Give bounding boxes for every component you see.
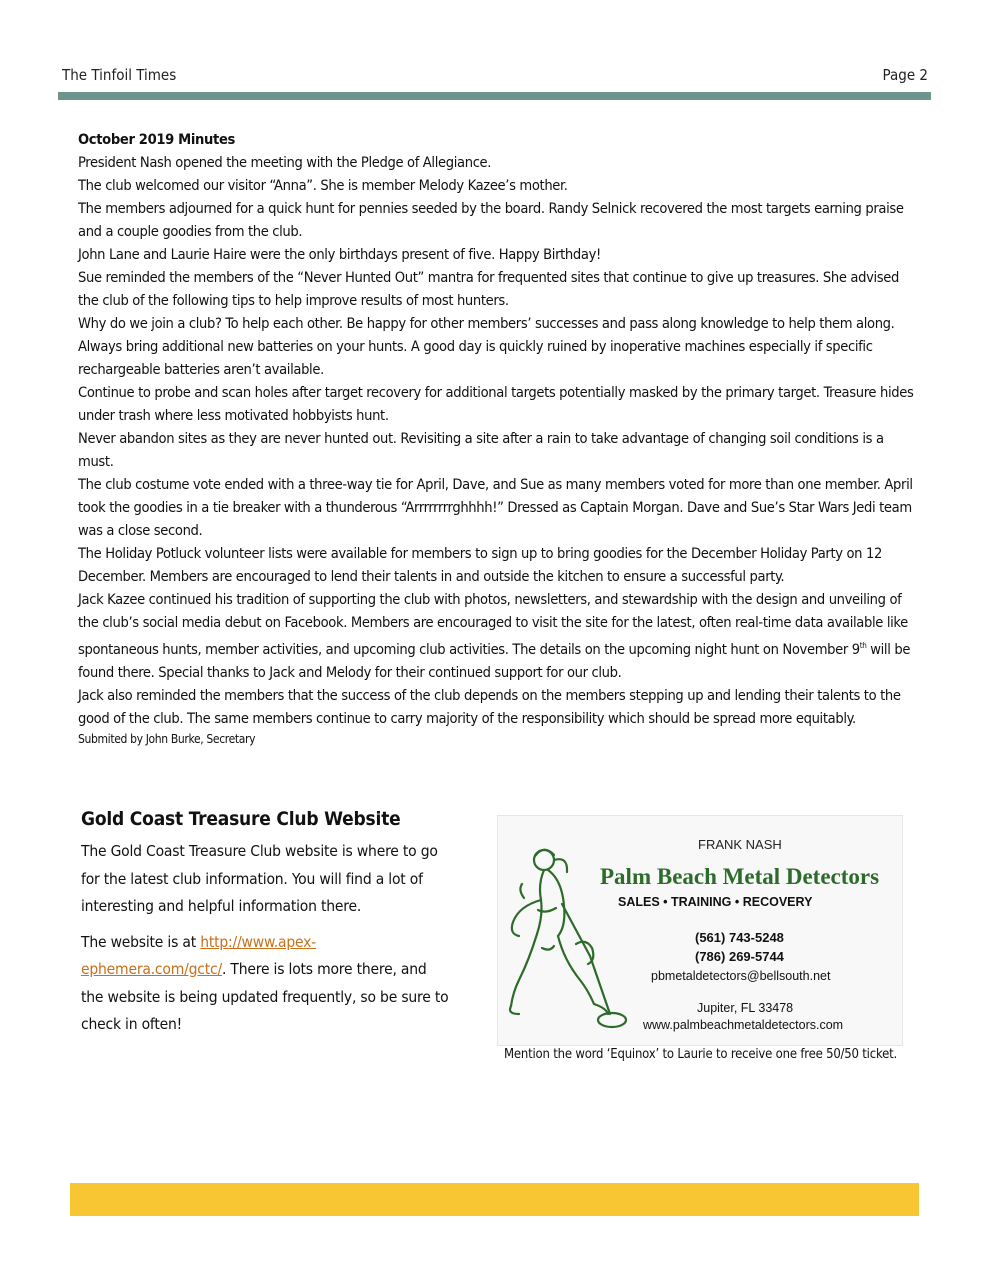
facebook-text-before: Jack Kazee continued his tradition of supporting the club with photos, newsletters, and stewardship with the design and unveiling of the club’s social media debut on Facebook. Members are encouraged to visit the site for the latest, often real-time data available like spontaneous hunts, member activities, and upcoming club activities. The details on the upcoming night hunt on November 9 <box>78 591 908 658</box>
header-divider <box>58 92 931 100</box>
business-card-ad <box>497 815 903 1046</box>
ordinal-suffix: th <box>859 641 867 650</box>
ad-phone-secondary: (786) 269-5744 <box>695 949 784 964</box>
minutes-paragraph: The club welcomed our visitor “Anna”. She is member Melody Kazee’s mother. <box>78 177 568 194</box>
page-number: Page 2 <box>882 66 928 84</box>
ad-website: www.palmbeachmetaldetectors.com <box>643 1018 844 1032</box>
minutes-paragraph: Never abandon sites as they are never hunted out. Revisiting a site after a rain to take advantage of changing soil conditions is a must. <box>78 430 884 470</box>
minutes-paragraph: Sue reminded the members of the “Never Hunted Out” mantra for frequented sites that continue to give up treasures. She advised the club of the following tips to help improve results of most hunters. <box>78 269 900 309</box>
website-suffix: . There is lots more there, and the website is being updated frequently, so be sure to check in often! <box>81 960 449 1033</box>
minutes-title: October 2019 Minutes <box>78 131 235 148</box>
minutes-paragraph: The club costume vote ended with a three-way tie for April, Dave, and Sue as many members voted for more than one member. April took the goodies in a tie breaker with a thunderous “Arrrrrrrrghhhh!” Dressed as Captain Morgan. Dave and Sue’s Star Wars Jedi team was a close second. <box>78 476 913 539</box>
publication-title: The Tinfoil Times <box>62 66 177 84</box>
website-prefix: The website is at <box>81 932 201 951</box>
ad-services: SALES • TRAINING • RECOVERY <box>618 895 813 909</box>
website-link[interactable]: http://www.apex-ephemera.com/gctc/ <box>81 932 316 978</box>
website-intro: The Gold Coast Treasure Club website is where to go for the latest club information. You will find a lot of interesting and helpful information there. <box>81 842 438 915</box>
website-heading: Gold Coast Treasure Club Website <box>81 808 401 830</box>
ad-email: pbmetaldetectors@bellsouth.net <box>651 969 831 983</box>
minutes-paragraph: Always bring additional new batteries on your hunts. A good day is quickly ruined by inoperative machines especially if specific rechargeable batteries aren’t available. <box>78 338 873 378</box>
minutes-article <box>78 128 916 748</box>
minutes-paragraph: President Nash opened the meeting with the Pledge of Allegiance. <box>78 154 492 171</box>
ad-contact-name: FRANK NASH <box>698 837 782 852</box>
ad-phone-primary: (561) 743-5248 <box>695 930 784 945</box>
minutes-paragraph: Why do we join a club? To help each other. Be happy for other members’ successes and pass along knowledge to help them along. <box>78 315 895 332</box>
minutes-paragraph: John Lane and Laurie Haire were the only birthdays present of five. Happy Birthday! <box>78 246 601 263</box>
minutes-paragraph: Jack also reminded the members that the success of the club depends on the members stepping up and lending their talents to the good of the club. The same members continue to carry majority of the responsibility which should be spread more equitably. <box>78 686 901 727</box>
website-section <box>81 804 451 1047</box>
facebook-text-after: will be found there. Special thanks to Jack and Melody for their continued support for our club. <box>78 640 911 681</box>
footer-color-band <box>70 1183 919 1216</box>
minutes-paragraph: The members adjourned for a quick hunt for pennies seeded by the board. Randy Selnick recovered the most targets earning praise and a couple goodies from the club. <box>78 200 904 240</box>
minutes-signoff: Submited by John Burke, Secretary <box>78 731 256 746</box>
ad-city: Jupiter, FL 33478 <box>697 1001 794 1015</box>
minutes-paragraph: Continue to probe and scan holes after target recovery for additional targets potentially masked by the primary target. Treasure hides under trash where less motivated hobbyists hunt. <box>78 384 914 424</box>
ad-caption: Mention the word ‘Equinox’ to Laurie to receive one free 50/50 ticket. <box>504 1047 897 1062</box>
ad-business-name: Palm Beach Metal Detectors <box>600 864 880 889</box>
minutes-paragraph: The Holiday Potluck volunteer lists were available for members to sign up to bring goodies for the December Holiday Party on 12 December. Members are encouraged to lend their talents in and outside the kitchen to ensure a successful party. <box>78 545 882 585</box>
minutes-paragraph-facebook <box>78 588 916 684</box>
website-details <box>81 929 451 1039</box>
